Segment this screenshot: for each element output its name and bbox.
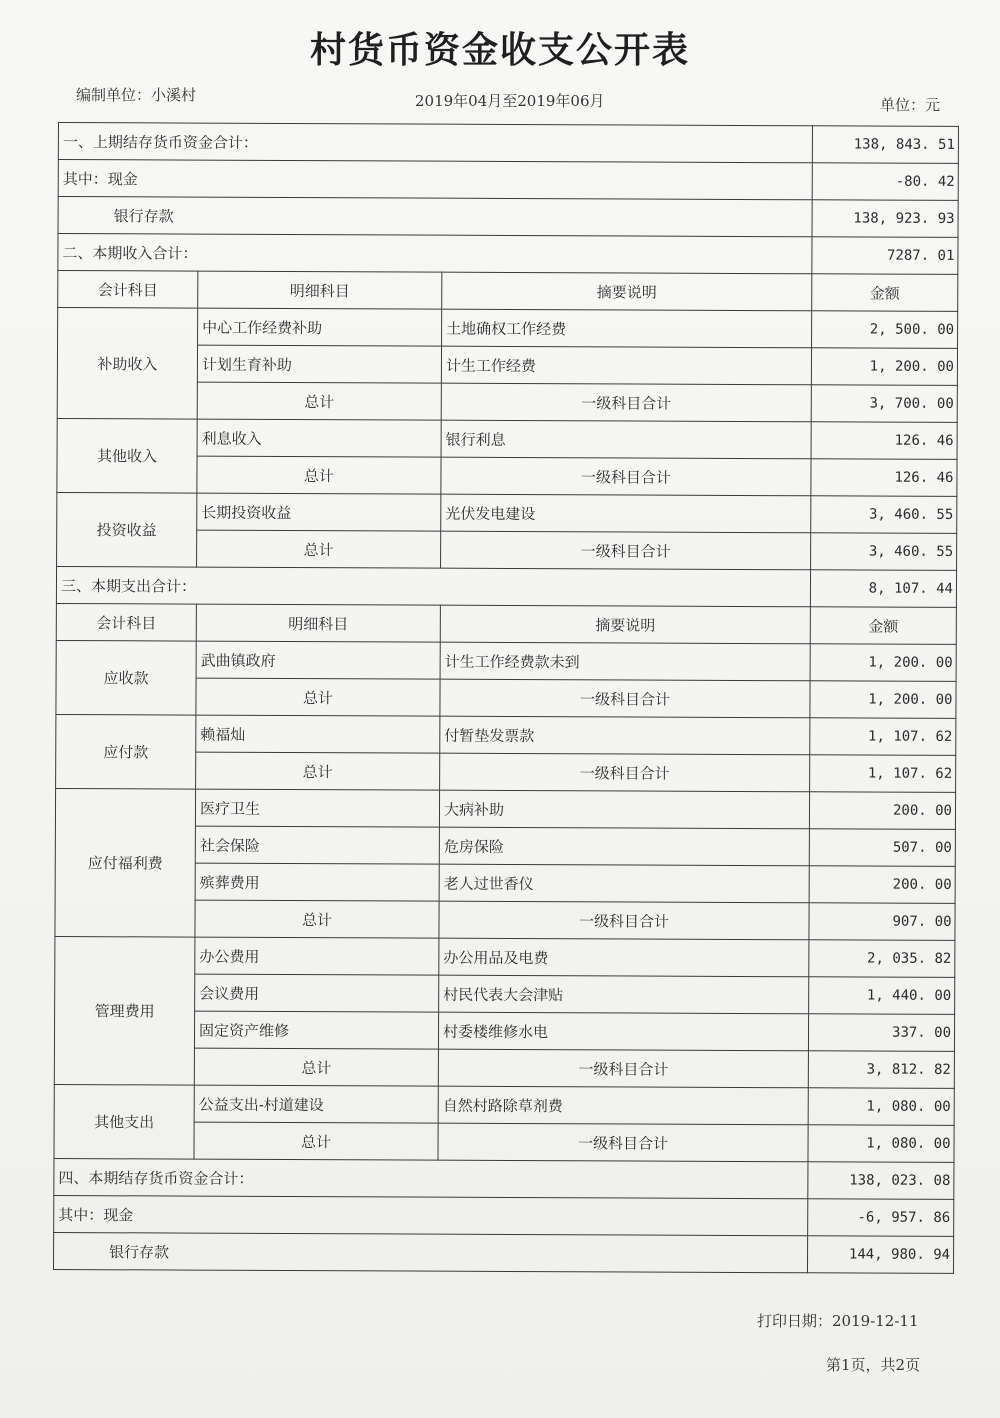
detail-account: 利息收入 [197, 419, 441, 457]
total-label: 总计 [196, 678, 440, 716]
account-category: 应收款 [56, 640, 196, 715]
income-amount: 7287. 01 [812, 237, 958, 275]
subtotal-label: 一级科目合计 [438, 1123, 808, 1162]
line-amount: 3, 460. 55 [811, 496, 957, 534]
line-amount: 1, 200. 00 [810, 644, 956, 682]
summary-description: 土地确权工作经费 [442, 309, 812, 348]
opening-bank-label: 银行存款 [58, 197, 812, 237]
total-label: 总计 [194, 1122, 438, 1160]
table-row [57, 418, 957, 459]
opening-label: 一、上期结存货币资金合计： [58, 123, 812, 163]
account-category: 其他收入 [57, 418, 197, 493]
summary-description: 银行利息 [441, 420, 811, 459]
ledger-body [53, 123, 958, 1274]
income-label: 二、本期收入合计： [58, 234, 812, 274]
subtotal-amount: 1, 080. 00 [808, 1125, 954, 1163]
subtotal-amount: 907. 00 [809, 903, 955, 941]
summary-description: 危房保险 [439, 827, 809, 866]
currency-unit: 单位：元 [879, 96, 940, 114]
ledger-table-wrapper [53, 122, 958, 1274]
closing-label: 四、本期结存货币资金合计： [54, 1158, 808, 1198]
subtotal-label: 一级科目合计 [441, 531, 811, 570]
summary-description: 办公用品及电费 [439, 938, 809, 977]
account-category: 投资收益 [57, 492, 197, 567]
account-category: 管理费用 [54, 936, 195, 1085]
line-amount: 1, 080. 00 [808, 1088, 954, 1126]
line-amount: 2, 500. 00 [812, 311, 958, 349]
compiling-unit: 编制单位：小溪村 [76, 86, 197, 104]
opening-bank-row [58, 197, 958, 238]
income-column-headers [58, 271, 958, 312]
closing-bank-row [53, 1232, 953, 1273]
summary-description: 村民代表大会津贴 [439, 975, 809, 1014]
expense-header-amount: 金额 [810, 607, 956, 645]
summary-description: 老人过世香仪 [439, 864, 809, 903]
subtotal-amount: 1, 200. 00 [810, 681, 956, 719]
summary-description: 计生工作经费 [441, 346, 811, 385]
expense-total-row [56, 566, 956, 607]
ledger-table [53, 122, 959, 1274]
income-header-detail: 明细科目 [198, 271, 442, 309]
total-label: 总计 [195, 900, 439, 938]
subtotal-label: 一级科目合计 [440, 679, 810, 718]
detail-account: 殡葬费用 [195, 863, 439, 901]
opening-bank-amount: 138, 923. 93 [812, 200, 958, 238]
closing-total-row [54, 1158, 954, 1199]
report-period: 2019年04月至2019年06月 [415, 92, 605, 110]
subtotal-label: 一级科目合计 [439, 901, 809, 940]
income-header-amount: 金额 [812, 274, 958, 312]
subtotal-amount: 1, 107. 62 [810, 755, 956, 793]
table-row [55, 936, 955, 977]
summary-description: 付暂垫发票款 [440, 716, 810, 755]
closing-amount: 138, 023. 08 [808, 1162, 954, 1200]
detail-account: 公益支出-村道建设 [194, 1085, 438, 1123]
detail-account: 赖福灿 [196, 715, 440, 753]
table-row [54, 1084, 954, 1125]
summary-description: 大病补助 [439, 790, 809, 829]
closing-cash-row [54, 1195, 954, 1236]
income-header-account: 会计科目 [58, 271, 198, 309]
table-row [55, 788, 955, 829]
expense-column-headers [56, 603, 956, 644]
line-amount: 507. 00 [809, 829, 955, 867]
line-amount: 200. 00 [809, 792, 955, 830]
detail-account: 长期投资收益 [197, 493, 441, 531]
account-category: 补助收入 [57, 308, 197, 420]
line-amount: 1, 440. 00 [809, 977, 955, 1015]
total-label: 总计 [194, 1048, 438, 1086]
line-amount: 126. 46 [811, 422, 957, 460]
total-label: 总计 [197, 382, 441, 420]
subtotal-label: 一级科目合计 [440, 753, 810, 792]
closing-cash-label: 其中：现金 [54, 1195, 808, 1235]
expense-header-desc: 摘要说明 [440, 605, 810, 644]
expense-amount: 8, 107. 44 [810, 570, 956, 608]
closing-bank-label: 银行存款 [53, 1232, 807, 1272]
detail-account: 会议费用 [195, 974, 439, 1012]
detail-account: 固定资产维修 [194, 1011, 438, 1049]
subtotal-label: 一级科目合计 [441, 383, 811, 422]
page-title: 村货币资金收支公开表 [309, 29, 690, 71]
line-amount: 337. 00 [808, 1014, 954, 1052]
table-row [58, 308, 958, 349]
line-amount: 200. 00 [809, 866, 955, 904]
line-amount: 1, 200. 00 [811, 348, 957, 386]
subtotal-amount: 3, 460. 55 [811, 533, 957, 571]
account-category: 应付福利费 [55, 788, 196, 937]
detail-account: 办公费用 [195, 937, 439, 975]
table-row [57, 492, 957, 533]
expense-header-detail: 明细科目 [196, 604, 440, 642]
table-row [56, 640, 956, 681]
opening-amount: 138, 843. 51 [812, 126, 958, 164]
expense-label: 三、本期支出合计： [56, 566, 810, 606]
summary-description: 村委楼维修水电 [438, 1012, 808, 1051]
account-category: 其他支出 [54, 1084, 194, 1159]
subtotal-amount: 3, 812. 82 [808, 1051, 954, 1089]
account-category: 应付款 [56, 714, 196, 789]
opening-cash-amount: -80. 42 [812, 163, 958, 201]
page-number: 第1页，共2页 [826, 1356, 921, 1374]
detail-account: 医疗卫生 [195, 789, 439, 827]
table-row [56, 714, 956, 755]
closing-cash-amount: -6, 957. 86 [808, 1199, 954, 1237]
closing-bank-amount: 144, 980. 94 [808, 1236, 954, 1274]
expense-header-account: 会计科目 [56, 603, 196, 641]
detail-account: 计划生育补助 [197, 345, 441, 383]
subtotal-amount: 126. 46 [811, 459, 957, 497]
detail-account: 武曲镇政府 [196, 641, 440, 679]
income-header-desc: 摘要说明 [442, 272, 812, 311]
print-date: 打印日期：2019-12-11 [757, 1312, 919, 1330]
summary-description: 自然村路除草剂费 [438, 1086, 808, 1125]
total-label: 总计 [197, 456, 441, 494]
opening-cash-label: 其中：现金 [58, 160, 812, 200]
line-amount: 1, 107. 62 [810, 718, 956, 756]
opening-total-row [58, 123, 958, 164]
income-total-row [58, 234, 958, 275]
subtotal-amount: 3, 700. 00 [811, 385, 957, 423]
detail-account: 中心工作经费补助 [198, 308, 442, 346]
total-label: 总计 [196, 752, 440, 790]
total-label: 总计 [197, 530, 441, 568]
summary-description: 计生工作经费款未到 [440, 642, 810, 681]
subtotal-label: 一级科目合计 [441, 457, 811, 496]
line-amount: 2, 035. 82 [809, 940, 955, 978]
opening-cash-row [58, 160, 958, 201]
subtotal-label: 一级科目合计 [438, 1049, 808, 1088]
detail-account: 社会保险 [195, 826, 439, 864]
summary-description: 光伏发电建设 [441, 494, 811, 533]
